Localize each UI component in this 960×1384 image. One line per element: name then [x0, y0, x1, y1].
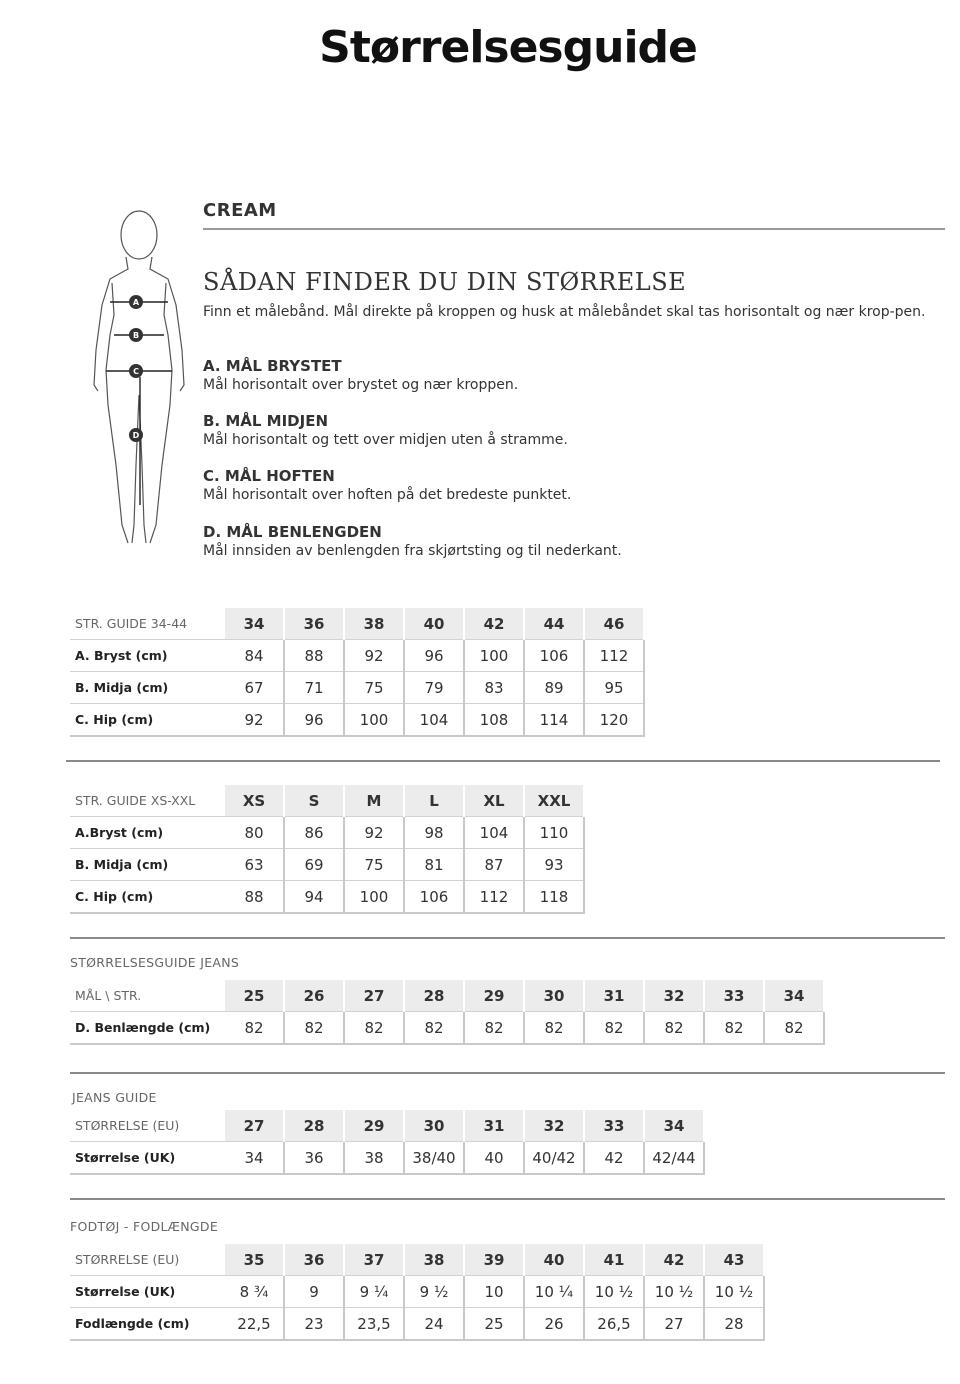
measurement-cell: 98	[404, 817, 464, 849]
section-divider	[70, 1072, 945, 1074]
measurement-cell: 100	[344, 704, 404, 737]
step-leg	[203, 523, 622, 561]
measurement-cell: 82	[404, 1012, 464, 1045]
measurement-cell: 106	[404, 881, 464, 914]
section-label-jeans-guide: JEANS GUIDE	[72, 1090, 157, 1105]
row-label: Størrelse (UK)	[70, 1276, 225, 1308]
section-label-jeans: STØRRELSESGUIDE JEANS	[70, 955, 240, 970]
size-header-cell: 42	[464, 608, 524, 640]
measurement-cell: 81	[404, 849, 464, 881]
size-header-cell: 27	[344, 980, 404, 1012]
body-measurement-figure	[84, 205, 194, 550]
size-header-cell: M	[344, 785, 404, 817]
measurement-cell: 9	[284, 1276, 344, 1308]
size-header-cell: L	[404, 785, 464, 817]
step-heading: C. MÅL HOFTEN	[203, 467, 335, 485]
step-text: Mål horisontalt og tett over midjen uten å stramme.	[203, 432, 568, 448]
table-header-row	[70, 1244, 764, 1276]
measurement-cell: 82	[464, 1012, 524, 1045]
row-label: C. Hip (cm)	[70, 881, 225, 914]
size-header-cell: 34	[644, 1110, 704, 1142]
step-text: Mål horisontalt over hoften på det bredeste punktet.	[203, 487, 572, 503]
measurement-cell: 82	[225, 1012, 284, 1045]
page-title: Størrelsesguide	[319, 22, 697, 73]
size-header-cell: 40	[524, 1244, 584, 1276]
size-header-cell: 46	[584, 608, 644, 640]
measurement-cell: 92	[344, 817, 404, 849]
step-hip	[203, 467, 571, 505]
howto-intro: Finn et målebånd. Mål direkte på kroppen og husk at målebåndet skal tas horisontalt og nær krop-pen.	[203, 304, 926, 320]
size-table-jeans-guide	[70, 1110, 705, 1175]
table-header-row	[70, 608, 644, 640]
size-header-cell: 44	[524, 608, 584, 640]
measurement-cell: 82	[764, 1012, 824, 1045]
table-row	[70, 1308, 764, 1341]
step-text: Mål innsiden av benlengden fra skjørtsting og til nederkant.	[203, 543, 622, 559]
measurement-cell: 83	[464, 672, 524, 704]
measurement-cell: 89	[524, 672, 584, 704]
section-divider	[70, 1198, 945, 1200]
size-table-xs-xxl	[70, 785, 585, 914]
step-heading: B. MÅL MIDJEN	[203, 412, 329, 430]
measurement-cell: 9 ½	[404, 1276, 464, 1308]
size-header-cell: 41	[584, 1244, 644, 1276]
measurement-cell: 25	[464, 1308, 524, 1341]
measurement-cell: 69	[284, 849, 344, 881]
measurement-cell: 40	[464, 1142, 524, 1175]
measurement-cell: 114	[524, 704, 584, 737]
measurement-cell: 63	[225, 849, 284, 881]
measurement-cell: 100	[344, 881, 404, 914]
marker-a: A	[132, 298, 140, 307]
size-header-cell: 32	[644, 980, 704, 1012]
measurement-cell: 26	[524, 1308, 584, 1341]
size-header-cell: XL	[464, 785, 524, 817]
measurement-cell: 38/40	[404, 1142, 464, 1175]
step-chest	[203, 357, 518, 395]
table-row	[70, 672, 644, 704]
measurement-cell: 75	[344, 672, 404, 704]
size-header-cell: 40	[404, 608, 464, 640]
measurement-cell: 112	[584, 640, 644, 672]
size-header-cell: XXL	[524, 785, 584, 817]
measurement-cell: 104	[464, 817, 524, 849]
measurement-cell: 24	[404, 1308, 464, 1341]
measurement-cell: 94	[284, 881, 344, 914]
table-header-row	[70, 785, 584, 817]
size-header-cell: 43	[704, 1244, 764, 1276]
size-header-cell: 36	[284, 608, 344, 640]
size-header-cell: 31	[584, 980, 644, 1012]
table-row	[70, 1012, 824, 1045]
measurement-cell: 96	[284, 704, 344, 737]
measurement-cell: 88	[284, 640, 344, 672]
measurement-cell: 92	[344, 640, 404, 672]
measurement-cell: 10 ½	[644, 1276, 704, 1308]
measurement-cell: 40/42	[524, 1142, 584, 1175]
size-header-cell: 31	[464, 1110, 524, 1142]
section-divider	[66, 760, 940, 762]
size-header-cell: 30	[404, 1110, 464, 1142]
table-row	[70, 640, 644, 672]
size-header-cell: 33	[704, 980, 764, 1012]
size-header-cell: 28	[404, 980, 464, 1012]
size-header-cell: 42	[644, 1244, 704, 1276]
size-header-cell: 26	[284, 980, 344, 1012]
step-heading: A. MÅL BRYSTET	[203, 357, 342, 375]
measurement-cell: 79	[404, 672, 464, 704]
measurement-cell: 87	[464, 849, 524, 881]
measurement-cell: 82	[524, 1012, 584, 1045]
measurement-cell: 110	[524, 817, 584, 849]
measurement-cell: 75	[344, 849, 404, 881]
size-table-footwear	[70, 1244, 765, 1341]
size-header-cell: 36	[284, 1244, 344, 1276]
size-header-cell: 29	[464, 980, 524, 1012]
measurement-cell: 82	[284, 1012, 344, 1045]
measurement-cell: 88	[225, 881, 284, 914]
brand-divider	[203, 228, 945, 230]
row-label: STØRRELSE (EU)	[70, 1110, 225, 1142]
measurement-cell: 36	[284, 1142, 344, 1175]
measurement-cell: 92	[225, 704, 284, 737]
row-label: MÅL \ STR.	[70, 980, 225, 1012]
measurement-cell: 38	[344, 1142, 404, 1175]
marker-b: B	[132, 331, 140, 340]
measurement-cell: 10 ½	[704, 1276, 764, 1308]
step-text: Mål horisontalt over brystet og nær kroppen.	[203, 377, 519, 393]
size-header-cell: 29	[344, 1110, 404, 1142]
measurement-cell: 22,5	[225, 1308, 284, 1341]
table-row	[70, 881, 584, 914]
measurement-cell: 10	[464, 1276, 524, 1308]
size-header-cell: 28	[284, 1110, 344, 1142]
row-label: STR. GUIDE 34-44	[70, 608, 225, 640]
measurement-cell: 67	[225, 672, 284, 704]
size-header-cell: XS	[225, 785, 284, 817]
size-header-cell: 34	[225, 608, 284, 640]
measurement-cell: 8 ¾	[225, 1276, 284, 1308]
row-label: A.Bryst (cm)	[70, 817, 225, 849]
measurement-cell: 26,5	[584, 1308, 644, 1341]
table-header-row	[70, 980, 824, 1012]
measurement-cell: 82	[344, 1012, 404, 1045]
row-label: C. Hip (cm)	[70, 704, 225, 737]
size-header-cell: 37	[344, 1244, 404, 1276]
table-row	[70, 704, 644, 737]
measurement-cell: 10 ½	[584, 1276, 644, 1308]
measurement-cell: 42	[584, 1142, 644, 1175]
table-row	[70, 849, 584, 881]
measurement-cell: 108	[464, 704, 524, 737]
size-header-cell: 32	[524, 1110, 584, 1142]
measurement-cell: 80	[225, 817, 284, 849]
section-label-footwear: FODTØJ - FODLÆNGDE	[70, 1219, 219, 1234]
measurement-cell: 71	[284, 672, 344, 704]
measurement-cell: 112	[464, 881, 524, 914]
measurement-cell: 93	[524, 849, 584, 881]
size-header-cell: 25	[225, 980, 284, 1012]
measurement-cell: 82	[704, 1012, 764, 1045]
measurement-cell: 84	[225, 640, 284, 672]
size-header-cell: S	[284, 785, 344, 817]
measurement-cell: 120	[584, 704, 644, 737]
table-row	[70, 1142, 704, 1175]
size-header-cell: 34	[764, 980, 824, 1012]
size-header-cell: 33	[584, 1110, 644, 1142]
table-row	[70, 817, 584, 849]
size-header-cell: 38	[344, 608, 404, 640]
table-row	[70, 1276, 764, 1308]
measurement-cell: 104	[404, 704, 464, 737]
measurement-cell: 118	[524, 881, 584, 914]
row-label: B. Midja (cm)	[70, 849, 225, 881]
howto-heading: SÅDAN FINDER DU DIN STØRRELSE	[203, 268, 687, 296]
marker-d: D	[132, 431, 140, 440]
row-label: STØRRELSE (EU)	[70, 1244, 225, 1276]
size-header-cell: 38	[404, 1244, 464, 1276]
table-header-row	[70, 1110, 704, 1142]
size-table-jeans-length	[70, 980, 825, 1045]
size-header-cell: 39	[464, 1244, 524, 1276]
measurement-cell: 23	[284, 1308, 344, 1341]
measurement-cell: 28	[704, 1308, 764, 1341]
measurement-cell: 27	[644, 1308, 704, 1341]
measurement-cell: 106	[524, 640, 584, 672]
row-label: B. Midja (cm)	[70, 672, 225, 704]
brand-name: CREAM	[203, 200, 277, 221]
measurement-cell: 9 ¼	[344, 1276, 404, 1308]
measurement-cell: 86	[284, 817, 344, 849]
row-label: D. Benlængde (cm)	[70, 1012, 225, 1045]
section-divider	[70, 937, 945, 939]
measurement-cell: 96	[404, 640, 464, 672]
row-label: STR. GUIDE XS-XXL	[70, 785, 225, 817]
measurement-cell: 82	[644, 1012, 704, 1045]
row-label: Fodlængde (cm)	[70, 1308, 225, 1341]
size-header-cell: 27	[225, 1110, 284, 1142]
size-header-cell: 35	[225, 1244, 284, 1276]
measurement-cell: 34	[225, 1142, 284, 1175]
measurement-cell: 10 ¼	[524, 1276, 584, 1308]
measurement-cell: 42/44	[644, 1142, 704, 1175]
step-heading: D. MÅL BENLENGDEN	[203, 523, 382, 541]
measurement-cell: 95	[584, 672, 644, 704]
step-waist	[203, 412, 568, 450]
size-header-cell: 30	[524, 980, 584, 1012]
measurement-cell: 82	[584, 1012, 644, 1045]
size-table-34-44	[70, 608, 645, 737]
row-label: Størrelse (UK)	[70, 1142, 225, 1175]
measurement-cell: 100	[464, 640, 524, 672]
marker-c: C	[133, 367, 139, 376]
measurement-cell: 23,5	[344, 1308, 404, 1341]
row-label: A. Bryst (cm)	[70, 640, 225, 672]
